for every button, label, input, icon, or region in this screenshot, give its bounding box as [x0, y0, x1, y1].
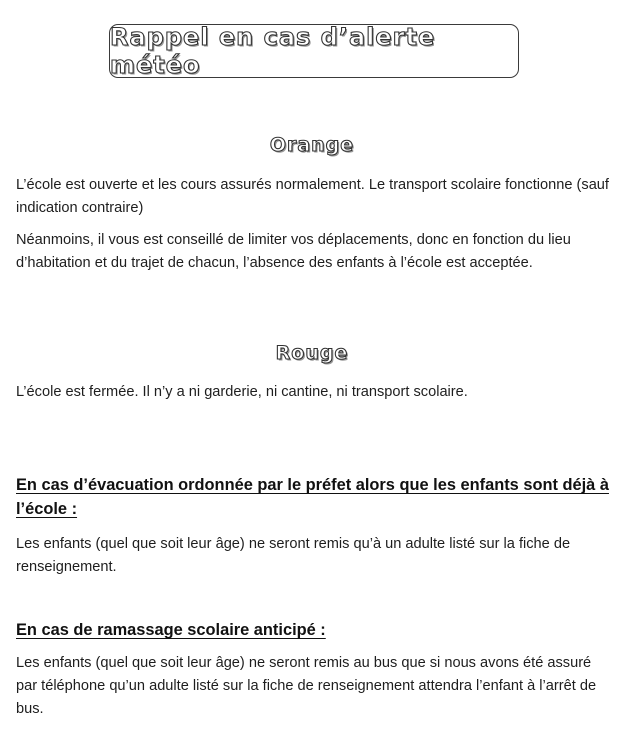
section-heading-orange: Orange: [269, 134, 355, 156]
page-title: Rappel en cas d’alerte météo: [110, 23, 436, 79]
orange-paragraph-2: Néanmoins, il vous est conseillé de limiter vos déplacements, donc en fonction du lieu d’habitation et du trajet de chacun, l’absence des enfants à l’école est acceptée.: [16, 232, 571, 271]
section-heading-rouge: Rouge: [275, 342, 349, 364]
rouge-paragraph-1: L’école est fermée. Il n’y a ni garderie, ni cantine, ni transport scolaire.: [16, 384, 468, 400]
anticipated-pickup-text: Les enfants (quel que soit leur âge) ne seront remis au bus que si nous avons été assuré par téléphone qu’un adulte listé sur la fiche de renseignement attendra l’enfant à l’arrêt de bus.: [16, 655, 597, 717]
evacuation-text: Les enfants (quel que soit leur âge) ne seront remis qu’à un adulte listé sur la fiche de renseignement.: [16, 536, 571, 575]
orange-paragraph-1: L’école est ouverte et les cours assurés normalement. Le transport scolaire fonctionne (sauf indication contraire): [16, 177, 609, 216]
evacuation-heading: En cas d’évacuation ordonnée par le préfet alors que les enfants sont déjà à l’école :: [16, 476, 609, 518]
anticipated-pickup-heading: En cas de ramassage scolaire anticipé :: [16, 621, 326, 639]
title-box: [109, 24, 519, 78]
